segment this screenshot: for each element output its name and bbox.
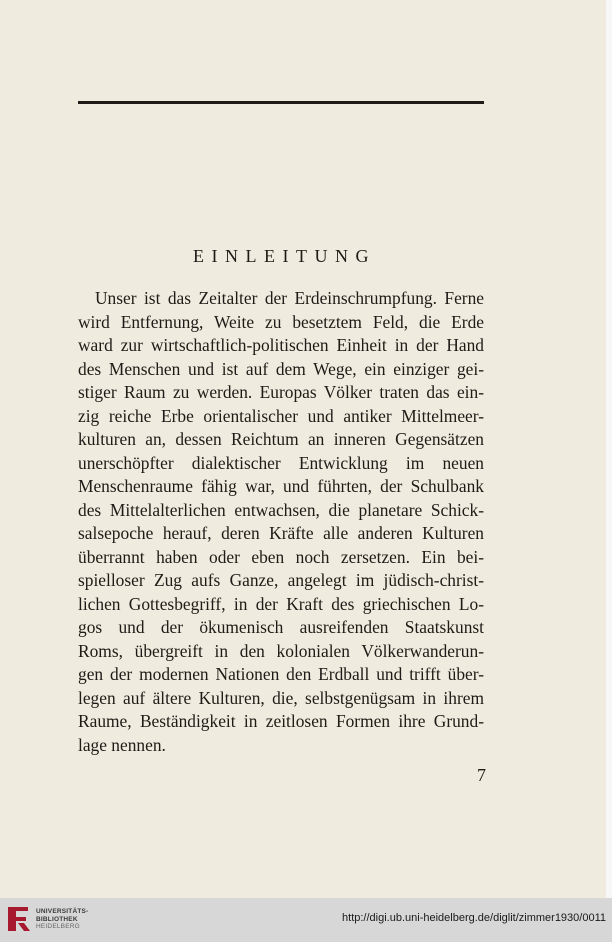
- text-line: salsepoche herauf, deren Kräfte alle anderen Kulturen: [78, 523, 484, 543]
- library-name-line: HEIDELBERG: [36, 923, 80, 930]
- text-line: unerschöpfter dialektischer Entwicklung im neuen: [78, 452, 484, 473]
- text-line: gen der modernen Nationen den Erdball und trifft über-: [78, 664, 484, 684]
- text-line: Raume, Beständigkeit in zeitlosen Formen ihre Grund-: [78, 711, 484, 731]
- text-line: kulturen an, dessen Reichtum an inneren Gegensätzen: [78, 429, 484, 449]
- page-edge: [606, 0, 612, 898]
- text-line: lichen Gottesbegriff, in der Kraft des griechischen Lo-: [78, 593, 484, 614]
- library-name-line: BIBLIOTHEK: [36, 915, 78, 923]
- text-line: des Mittelalterlichen entwachsen, die planetare Schick-: [78, 499, 484, 520]
- library-name: [36, 908, 88, 931]
- text-line: zig reiche Erbe orientalischer und antiker Mittelmeer-: [78, 405, 484, 426]
- text-line: des Menschen und ist auf dem Wege, ein einziger gei-: [78, 358, 484, 379]
- text-line: lage nennen.: [78, 734, 166, 755]
- library-footer: [0, 898, 612, 942]
- chapter-heading: EINLEITUNG: [193, 246, 376, 266]
- text-line: wird Entfernung, Weite zu besetztem Feld, die Erde: [78, 311, 484, 332]
- text-line: Roms, übergreift in den kolonialen Völkerwanderun-: [78, 640, 484, 661]
- text-line: gos und der ökumenisch ausreifenden Staatskunst: [78, 617, 484, 637]
- source-url-link[interactable]: http://digi.ub.uni-heidelberg.de/diglit/zimmer1930/0011: [342, 912, 606, 924]
- library-name-line: UNIVERSITÄTS-: [36, 908, 89, 915]
- page-number: 7: [477, 765, 486, 785]
- text-line: Unser ist das Zeitalter der Erdeinschrumpfung. Ferne: [95, 288, 484, 308]
- text-line: Menschenraume fähig war, und führten, der Schulbank: [78, 476, 484, 496]
- text-line: spielloser Zug aufs Ganze, angelegt im jüdisch-christ-: [78, 570, 484, 590]
- header-rule: [78, 101, 484, 104]
- body-paragraph: [78, 287, 484, 757]
- text-line: überrannt haben oder eben noch zersetzen. Ein bei-: [78, 546, 484, 567]
- text-line: legen auf ältere Kulturen, die, selbstgenügsam in ihrem: [78, 687, 484, 708]
- text-line: stiger Raum zu werden. Europas Völker traten das ein-: [78, 382, 484, 402]
- text-line: ward zur wirtschaftlich-politischen Einheit in der Hand: [78, 335, 484, 355]
- library-logo-icon: [6, 904, 32, 934]
